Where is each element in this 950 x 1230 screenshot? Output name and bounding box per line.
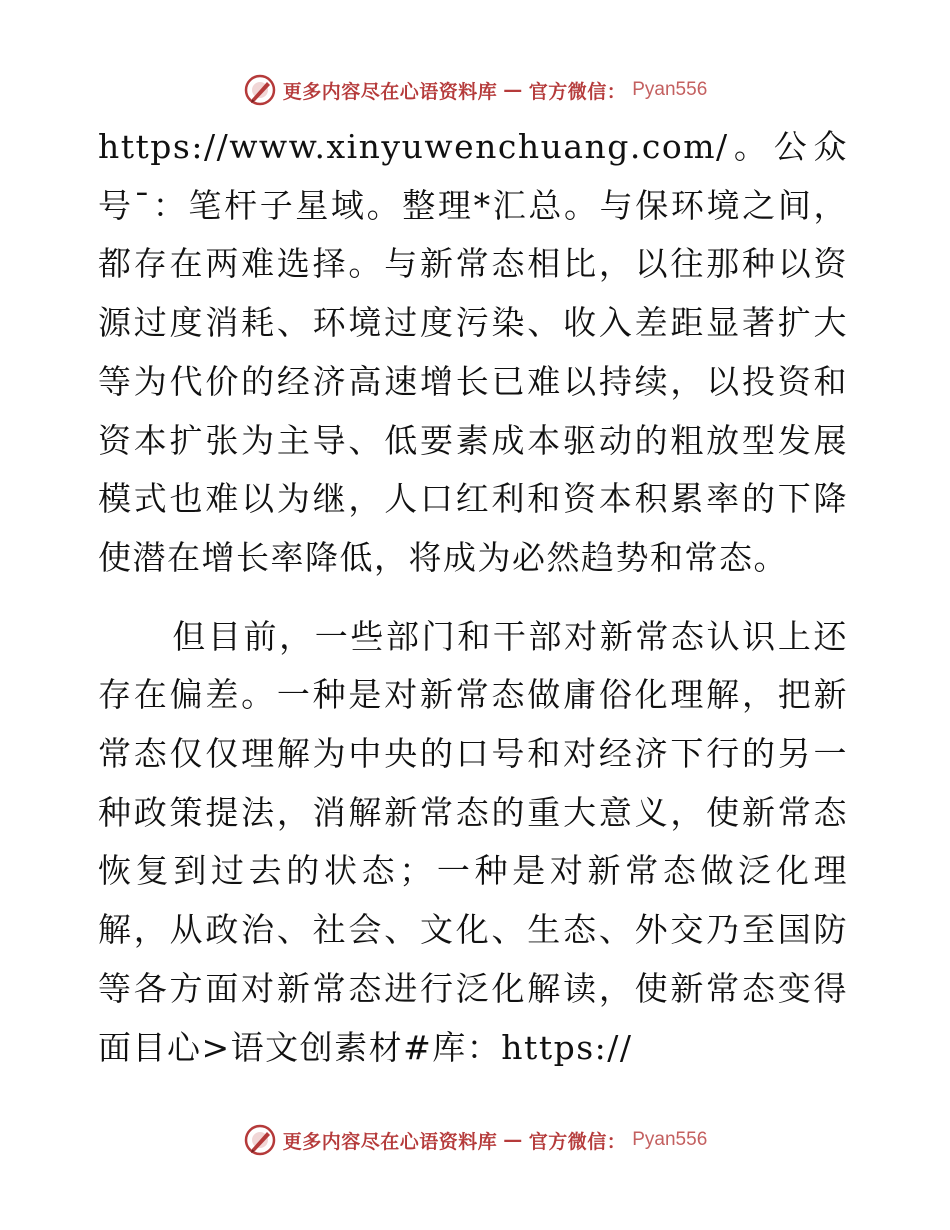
header-banner-contact-label: 官方微信： xyxy=(528,80,627,103)
paragraph-2: 但目前，一些部门和干部对新常态认识上还存在偏差。一种是对新常态做庸俗化理解，把新常态仅仅理解为中央的口号和对经济下行的另一种政策提法，消解新常态的重大意义，使新常态恢复到过去的状态；一种是对新常态做泛化理解，从政治、社会、文化、生态、外交乃至国防等各方面对新常态进行泛化解读，使新常态变得面目心>语文创素材#库：https:// xyxy=(98,616,848,1067)
footer-banner-contact-id: Pyan556 xyxy=(632,1129,708,1150)
footer-banner-separator: — xyxy=(503,1129,523,1151)
pen-logo-icon xyxy=(243,73,277,107)
header-banner-contact-id: Pyan556 xyxy=(632,79,708,100)
pen-logo-icon xyxy=(243,1123,277,1157)
paragraph-1: https://www.xinyuwenchuang.com/。公众号¯：笔杆子星域。整理*汇总。与保环境之间，都存在两难选择。与新常态相比，以往那种以资源过度消耗、环境过度污染、收入差距显著扩大等为代价的经济高速增长已难以持续，以投资和资本扩张为主导、低要素成本驱动的粗放型发展模式也难以为继，人口红利和资本积累率的下降使潜在增长率降低，将成为必然趋势和常态。 xyxy=(98,127,848,577)
header-banner-title: 更多内容尽在心语资料库 xyxy=(282,80,498,103)
document-body xyxy=(98,118,848,1077)
footer-banner-contact-label: 官方微信： xyxy=(528,1130,627,1153)
header-banner xyxy=(0,70,950,110)
footer-banner xyxy=(0,1120,950,1160)
footer-banner-title: 更多内容尽在心语资料库 xyxy=(282,1130,498,1153)
header-banner-separator: — xyxy=(503,79,523,101)
